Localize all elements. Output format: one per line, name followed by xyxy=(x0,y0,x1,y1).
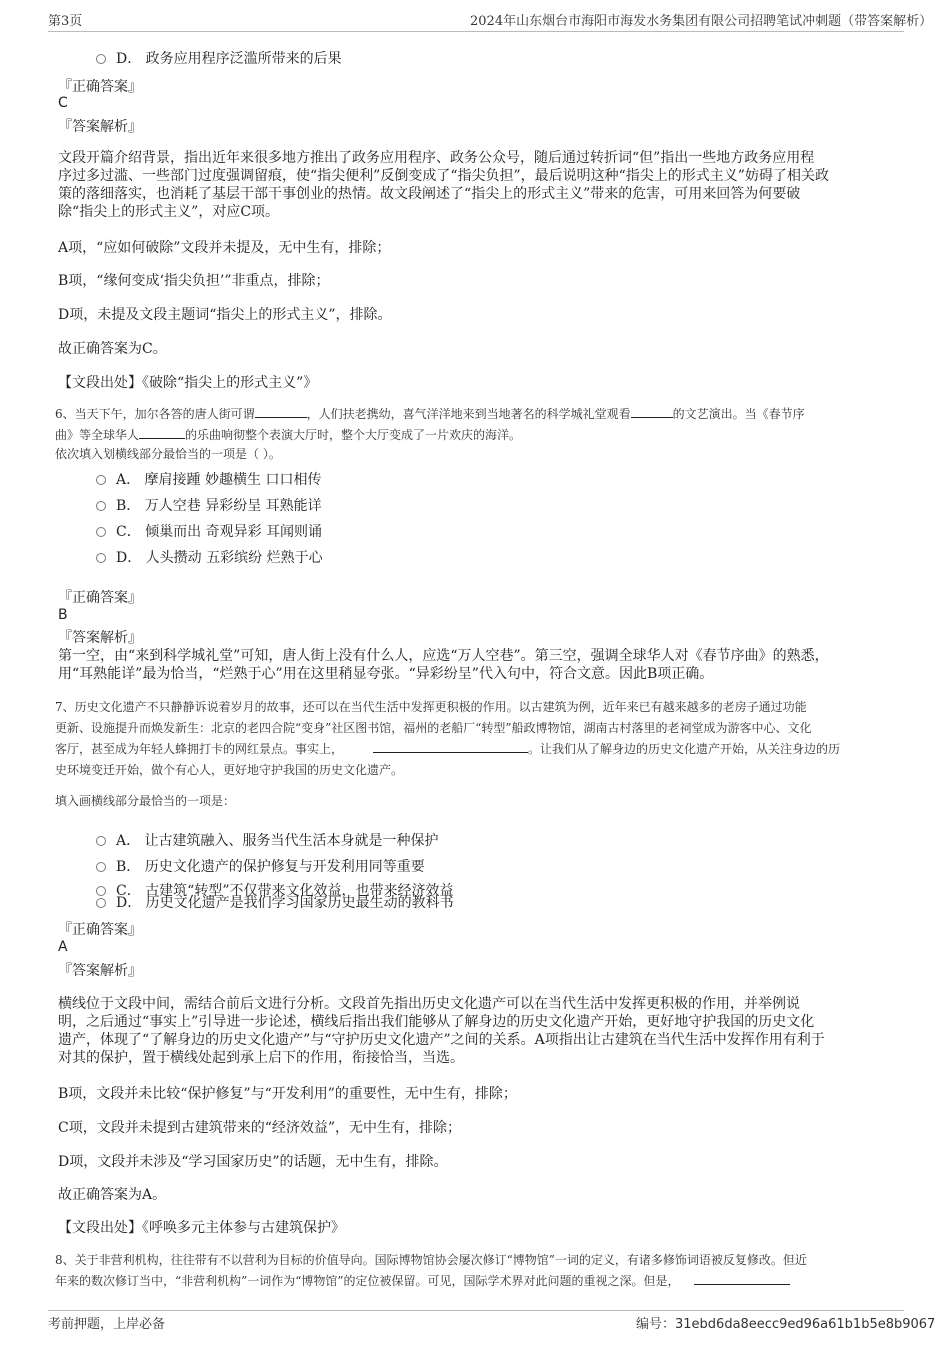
q7-analysis: 横线位于文段中间，需结合前后文进行分析。文段首先指出历史文化遗产可以在当代生活中发挥更积极的作用，并举例说 明，之后通过“事实上”引导进一步论述，横线后指出我们能够从了解身边的历史文化遗产开始，更好地守护我国的历史文化 遗产，体现了“了解身边的历史文化遗产”与“守护历史文化遗产”之间的关系。A项指出让古建筑在当代生活中发挥作用有利于 对其的保护，置于横线处起到承上启下的作用，衔接恰当，当选。 xyxy=(58,996,825,1066)
q5-analysis: 文段开篇介绍背景，指出近年来很多地方推出了政务应用程序、政务公众号，随后通过转折词“但”指出一些地方政务应用程 序过多过滥、一些部门过度强调留痕，使“指尖便利”反倒变成了“指尖负担”，最后说明这种“指尖上的形式主义”妨碍了相关政 策的落细落实，也消耗了基层干部干事创业的热情。故文段阐述了“指尖上的形式主义”带来的危害，可用来回答为何要破 除“指尖上的形式主义”，对应C项。 xyxy=(58,150,829,220)
q7-stem: 7、历史文化遗产不只静静诉说着岁月的故事，还可以在当代生活中发挥更积极的作用。以古建筑为例，近年来已有越来越多的老房子通过功能 更新、设施提升而焕发新生：北京的老四合院“变身”社区图书馆，福州的老船厂“转型”船政博物馆，湖南古村落里的老祠堂成为游客中心、文化 客厅，甚至成为年轻人蜂拥打卡的网红景点。事实上， 。让我们从了解身边的历史文化遗产开始，从关注身边的历 史环境变迁开始，做个有心人，更好地守护我国的历史文化遗产。 xyxy=(55,700,841,777)
radio-icon xyxy=(96,553,106,563)
q6-answer-label: 『正确答案』 xyxy=(58,590,142,606)
q6-stem-line2: 曲》等全球华人 的乐曲响彻整个表演大厅时，整个大厅变成了一片欢庆的海洋。 xyxy=(55,428,522,442)
page-number: 第3页 xyxy=(48,14,83,29)
q6-analysis: 第一空，由“来到科学城礼堂”可知，唐人街上没有什么人，应选“万人空巷”。第三空，强调全球华人对《春节序曲》的熟悉， 用“耳熟能详”最为恰当，“烂熟于心”用在这里稍显夸张。“异彩纷呈”代入句中，符合文意。因此B项正确。 xyxy=(58,648,829,682)
q5-option-a-note: A项，“应如何破除”文段并未提及，无中生有，排除； xyxy=(58,240,391,256)
q7-prompt: 填入画横线部分最恰当的一项是： xyxy=(55,794,236,808)
q7-analysis-label: 『答案解析』 xyxy=(58,963,142,979)
fill-blank xyxy=(255,405,307,418)
fill-blank xyxy=(694,1272,790,1285)
fill-blank xyxy=(139,426,185,439)
q6-analysis-label: 『答案解析』 xyxy=(58,630,142,646)
q7-answer: A xyxy=(58,939,68,955)
q8-stem: 8、关于非营利机构，往往带有不以营利为目标的价值导向。国际博物馆协会屡次修订“博物馆”一词的定义，有诸多修饰词语被反复修改。但近 年来的数次修订当中，“非营利机构”一词作为“博物馆”的定位被保留。可见，国际学术界对此问题的重视之深。但是， xyxy=(55,1253,807,1288)
radio-icon xyxy=(96,501,106,511)
q5-source: 【文段出处】《破除“指尖上的形式主义”》 xyxy=(58,375,318,391)
q6-option-c[interactable]: C． 倾巢而出 奇观异彩 耳闻则诵 xyxy=(96,521,322,541)
fill-blank xyxy=(373,740,528,753)
q5-analysis-label: 『答案解析』 xyxy=(58,119,142,135)
radio-icon xyxy=(96,54,106,64)
q5-option-d-note: D项，未提及文段主题词“指尖上的形式主义”，排除。 xyxy=(58,307,392,323)
footer-rule xyxy=(48,1310,904,1311)
header-rule xyxy=(48,31,904,32)
fill-blank xyxy=(631,405,673,418)
q7-option-d-note: D项，文段并未涉及“学习国家历史”的话题，无中生有，排除。 xyxy=(58,1154,448,1170)
q5-answer: C xyxy=(58,95,68,111)
q5-option-b-note: B项，“缘何变成‘指尖负担’”非重点，排除； xyxy=(58,273,330,289)
q7-conclusion: 故正确答案为A。 xyxy=(58,1187,167,1203)
q6-answer: B xyxy=(58,607,68,623)
q5-conclusion: 故正确答案为C。 xyxy=(58,341,167,357)
q7-answer-label: 『正确答案』 xyxy=(58,922,142,938)
q5-answer-label: 『正确答案』 xyxy=(58,79,142,95)
radio-icon xyxy=(96,898,106,908)
q7-option-b-note: B项，文段并未比较“保护修复”与“开发利用”的重要性，无中生有，排除； xyxy=(58,1086,517,1102)
q7-option-d[interactable]: D． 历史文化遗产是我们学习国家历史最生动的教科书 xyxy=(96,892,454,912)
radio-icon xyxy=(96,527,106,537)
q5-option-d[interactable]: D． 政务应用程序泛滥所带来的后果 xyxy=(96,48,342,68)
radio-icon xyxy=(96,836,106,846)
q6-option-a[interactable]: A． 摩肩接踵 妙趣横生 口口相传 xyxy=(96,469,321,489)
q6-option-b[interactable]: B． 万人空巷 异彩纷呈 耳熟能详 xyxy=(96,495,322,515)
q7-option-c[interactable]: C． 古建筑“转型”不仅带来文化效益，也带来经济效益 xyxy=(96,880,453,900)
q6-stem-line1: 6、当天下午，加尔各答的唐人街可谓 ，人们扶老携幼，喜气洋洋地来到当地著名的科学城礼堂观看 的文艺演出。当《春节序 xyxy=(55,407,805,421)
radio-icon xyxy=(96,862,106,872)
q7-option-c-note: C项，文段并未提到古建筑带来的“经济效益”，无中生有，排除； xyxy=(58,1120,462,1136)
q7-option-a[interactable]: A． 让古建筑融入、服务当代生活本身就是一种保护 xyxy=(96,830,439,850)
document-title: 2024年山东烟台市海阳市海发水务集团有限公司招聘笔试冲刺题（带答案解析） xyxy=(470,14,933,29)
q6-option-d[interactable]: D． 人头攒动 五彩缤纷 烂熟于心 xyxy=(96,547,323,567)
radio-icon xyxy=(96,475,106,485)
document-id: 编号：31ebd6da8eecc9ed96a61b1b5e8b9067 xyxy=(636,1317,936,1332)
q7-option-b[interactable]: B． 历史文化遗产的保护修复与开发利用同等重要 xyxy=(96,856,425,876)
q6-prompt: 依次填入划横线部分最恰当的一项是（ ）。 xyxy=(55,447,281,461)
q7-source: 【文段出处】《呼唤多元主体参与古建筑保护》 xyxy=(58,1220,345,1236)
footer-slogan: 考前押题，上岸必备 xyxy=(48,1317,166,1332)
